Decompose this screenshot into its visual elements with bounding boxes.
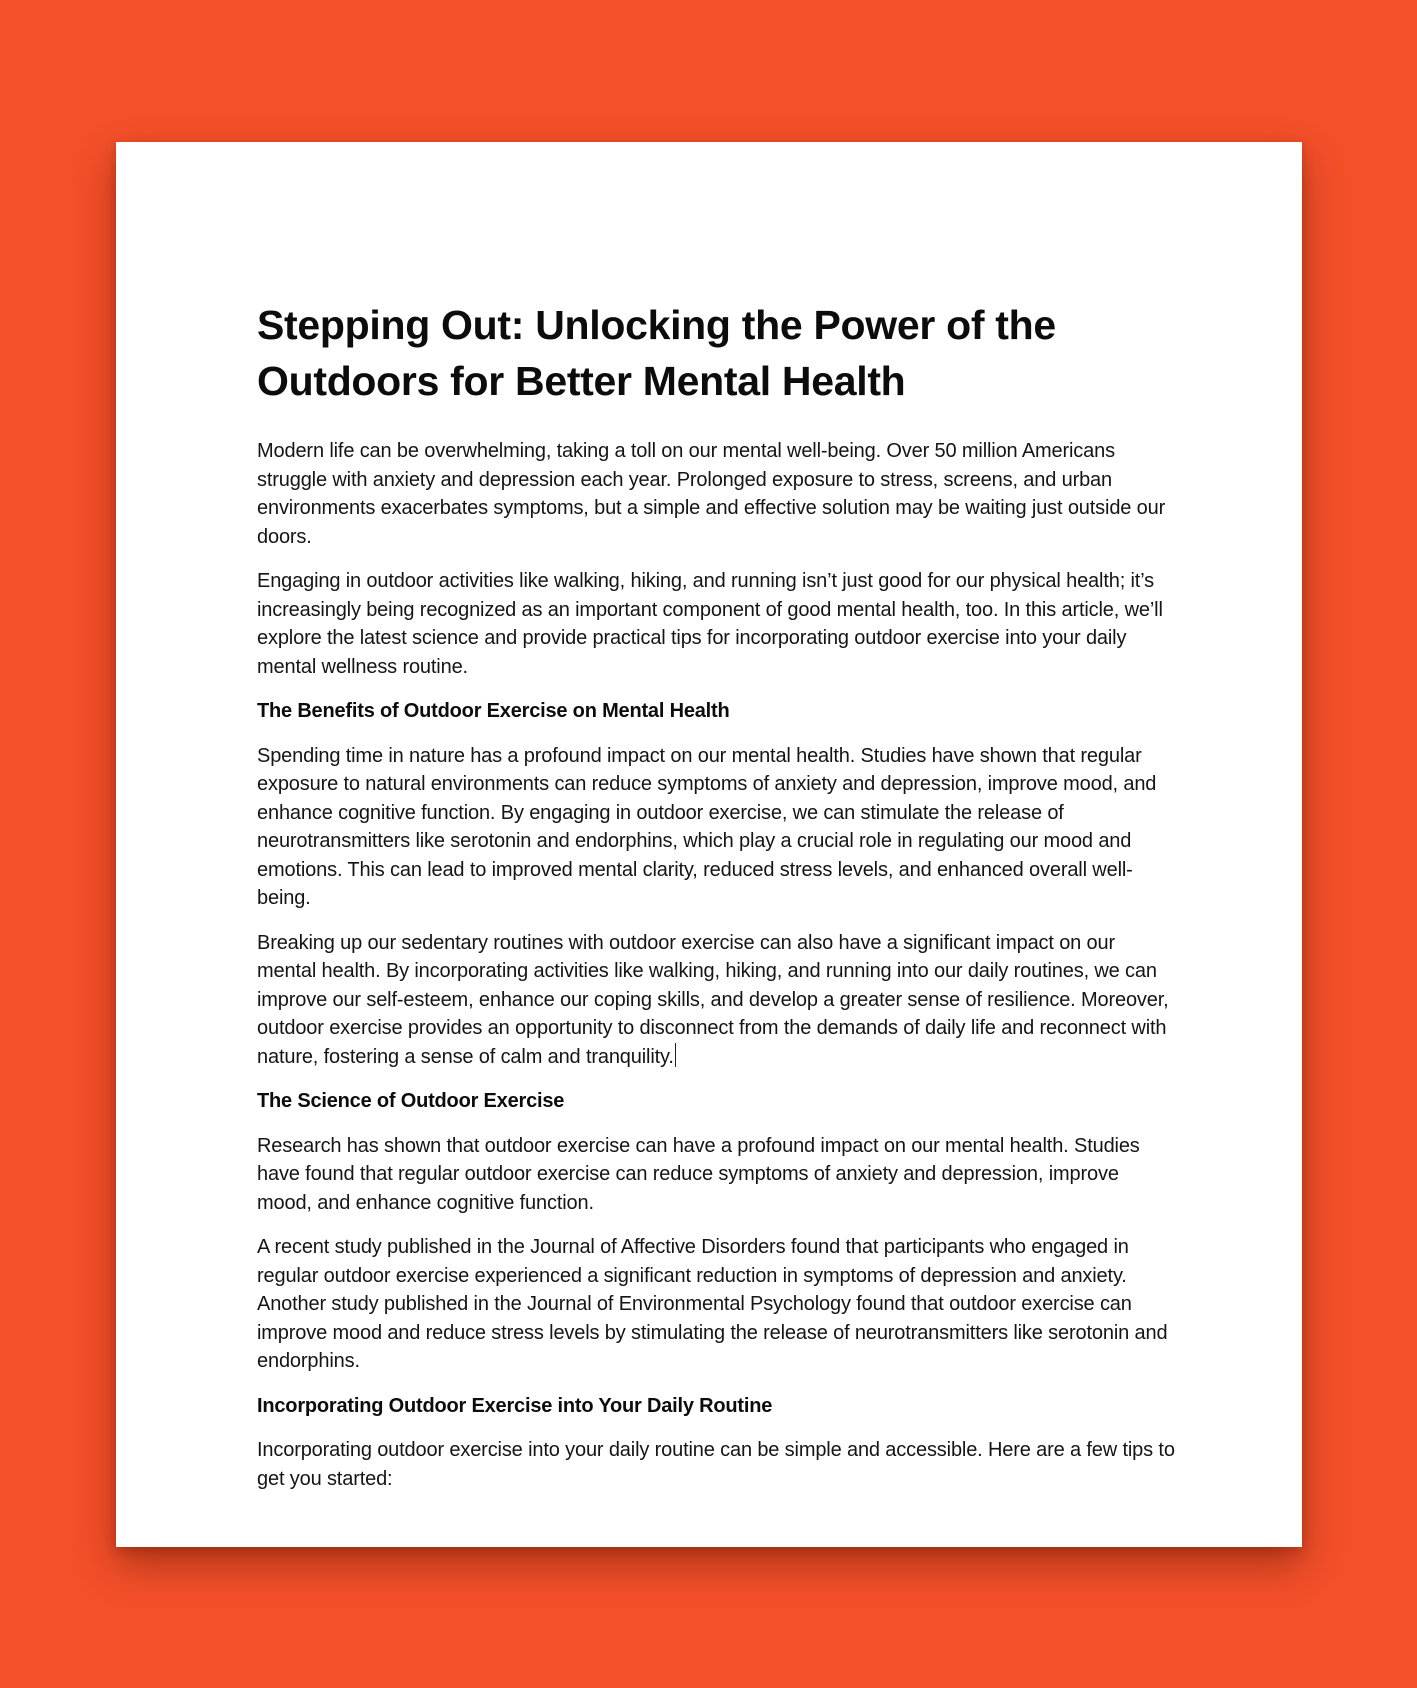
- document-body[interactable]: [257, 297, 1177, 1493]
- science-paragraph-2: A recent study published in the Journal of Affective Disorders found that participants who engaged in regular outdoor exercise experienced a significant reduction in symptoms of depression and anxiety. Another study published in the Journal of Environmental Psychology found that outdoor exercise can improve mood and reduce stress levels by stimulating the release of neurotransmitters like serotonin and endorphins.: [257, 1236, 1168, 1372]
- intro-paragraph-1: Modern life can be overwhelming, taking a toll on our mental well-being. Over 50 million Americans struggle with anxiety and depression each year. Prolonged exposure to stress, screens, and urban environments exacerbates symptoms, but a simple and effective solution may be waiting just outside our doors.: [257, 440, 1166, 548]
- benefits-paragraph-2: [257, 929, 1177, 1072]
- section-heading-benefits: The Benefits of Outdoor Exercise on Mental Health: [257, 700, 730, 722]
- section-heading-science: The Science of Outdoor Exercise: [257, 1090, 565, 1112]
- routine-paragraph-1: Incorporating outdoor exercise into your daily routine can be simple and accessible. Here are a few tips to get you started:: [257, 1439, 1175, 1490]
- benefits-paragraph-1: Spending time in nature has a profound impact on our mental health. Studies have shown that regular exposure to natural environments can reduce symptoms of anxiety and depression, improve mood, and enhance cognitive function. By engaging in outdoor exercise, we can stimulate the release of neurotransmitters like serotonin and endorphins, which play a crucial role in regulating our mood and emotions. This can lead to improved mental clarity, reduced stress levels, and enhanced overall well-being.: [257, 744, 1157, 909]
- document-title: Stepping Out: Unlocking the Power of the Outdoors for Better Mental Health: [257, 302, 1056, 404]
- benefits-paragraph-2-text: Breaking up our sedentary routines with outdoor exercise can also have a significant impact on our mental health. By incorporating activities like walking, hiking, and running into our daily routines, we can improve our self-esteem, enhance our coping skills, and develop a greater sense of resilience. Moreover, outdoor exercise provides an opportunity to disconnect from the demands of daily life and reconnect with nature, fostering a sense of calm and tranquility.: [257, 931, 1169, 1068]
- text-cursor: [675, 1043, 676, 1067]
- document-page: [116, 142, 1302, 1547]
- section-heading-routine: Incorporating Outdoor Exercise into Your Daily Routine: [257, 1394, 773, 1417]
- science-paragraph-1: Research has shown that outdoor exercise can have a profound impact on our mental health. Studies have found that regular outdoor exercise can reduce symptoms of anxiety and depression, improve mood, and enhance cognitive function.: [257, 1134, 1140, 1214]
- intro-paragraph-2: Engaging in outdoor activities like walking, hiking, and running isn’t just good for our physical health; it’s increasingly being recognized as an important component of good mental health, too. In this article, we’ll explore the latest science and provide practical tips for incorporating outdoor exercise into your daily mental wellness routine.: [257, 570, 1163, 678]
